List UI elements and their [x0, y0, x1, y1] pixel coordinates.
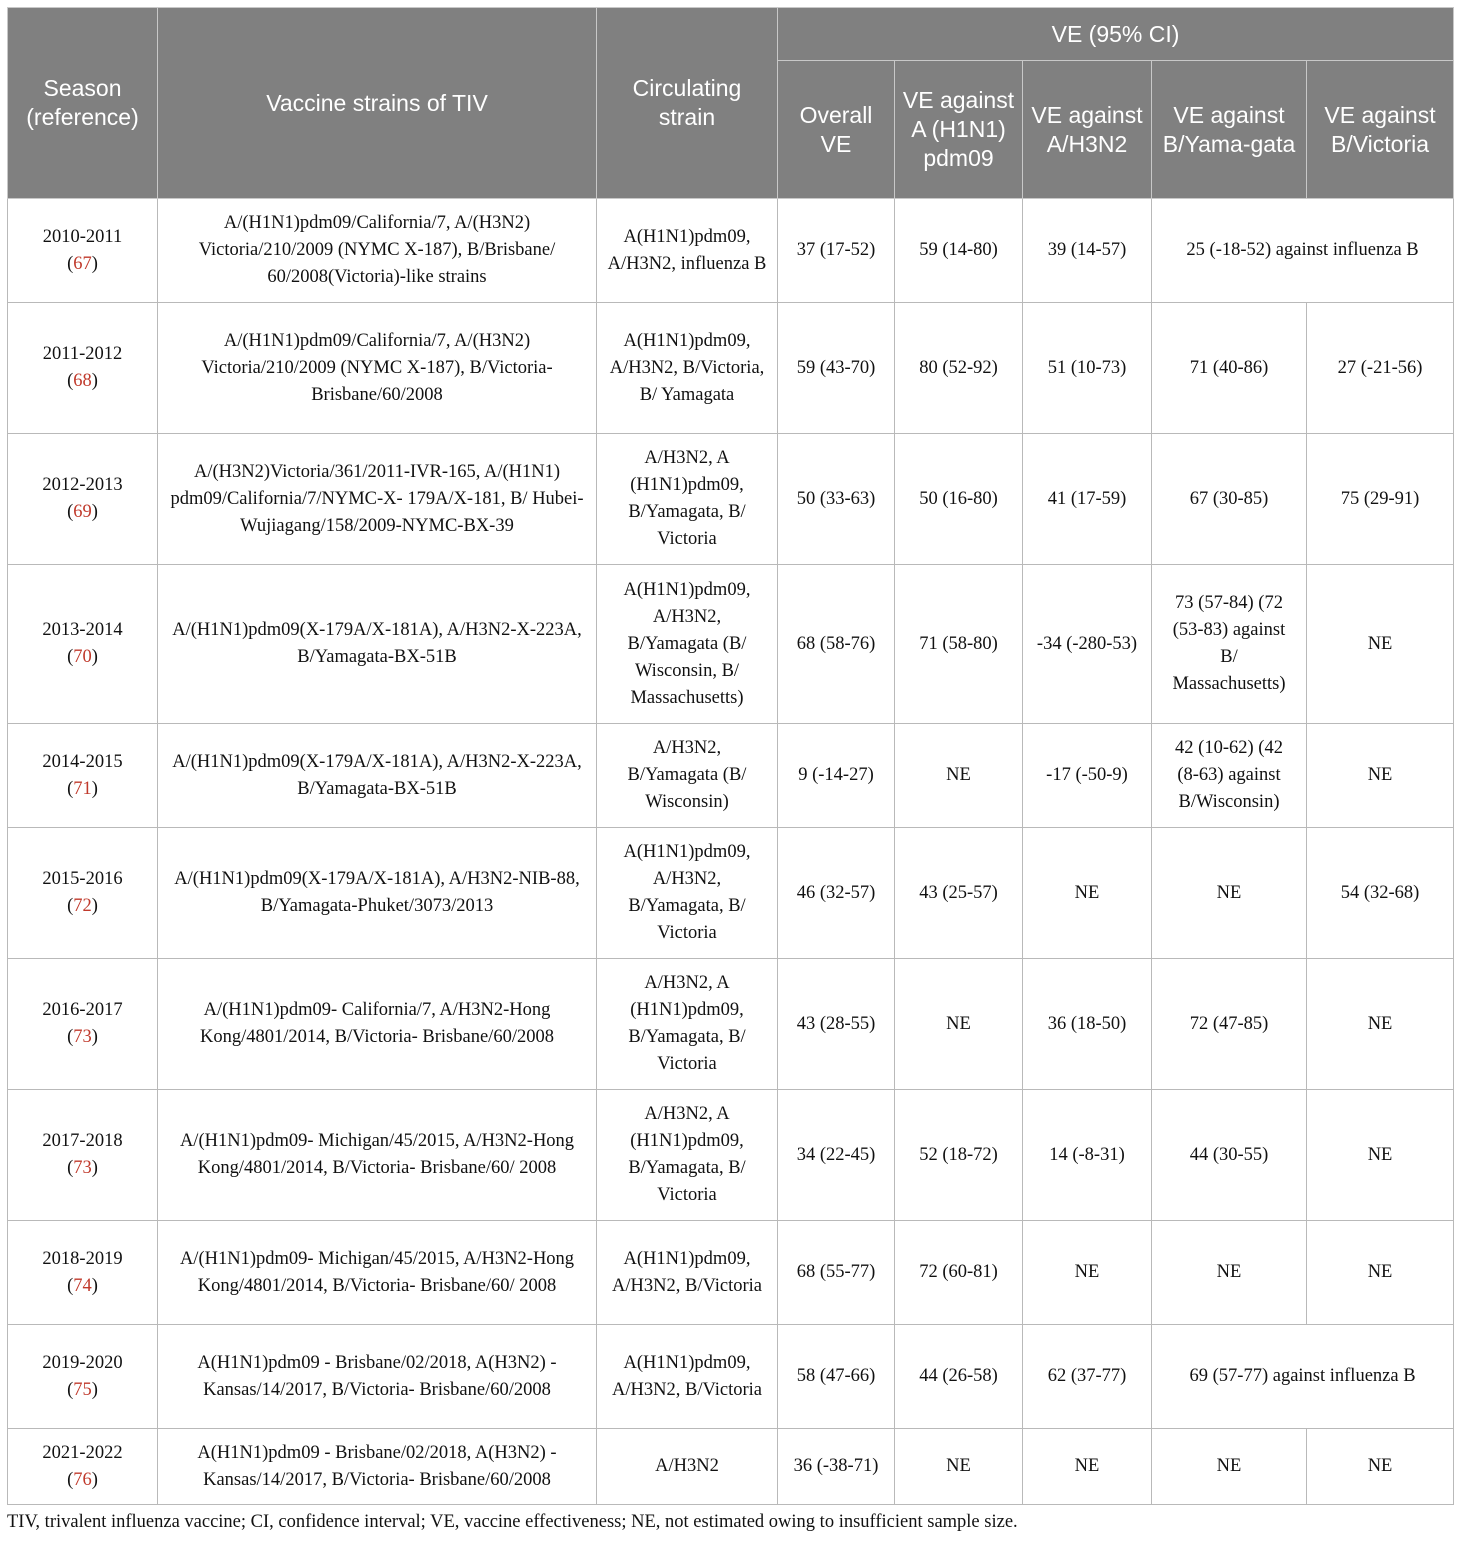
yamagata-ve-cell: 73 (57-84) (72 (53-83) against B/ Massachusetts): [1152, 565, 1307, 724]
circulating-cell: A/H3N2, A (H1N1)pdm09, B/Yamagata, B/ Victoria: [597, 1090, 778, 1221]
table-row: [8, 1429, 1454, 1505]
h3n2-ve-cell: NE: [1023, 1429, 1152, 1505]
overall-ve-cell: 36 (-38-71): [778, 1429, 895, 1505]
yamagata-ve-cell: NE: [1152, 828, 1307, 959]
overall-ve-cell: 43 (28-55): [778, 959, 895, 1090]
h3n2-ve-cell: 36 (18-50): [1023, 959, 1152, 1090]
h1n1-ve-cell: NE: [895, 1429, 1023, 1505]
vaccine-cell: A/(H3N2)Victoria/361/2011-IVR-165, A/(H1N1) pdm09/California/7/NYMC-X- 179A/X-181, B/ Hubei-Wujiagang/158/2009-NYMC-BX-39: [158, 434, 597, 565]
table-row: [8, 565, 1454, 724]
reference-link[interactable]: 75: [73, 1379, 92, 1400]
h3n2-ve-cell: -17 (-50-9): [1023, 724, 1152, 828]
reference-link[interactable]: 68: [73, 371, 92, 391]
victoria-ve-cell: 54 (32-68): [1307, 828, 1454, 959]
header-vaccine-strains: Vaccine strains of TIV: [158, 8, 597, 199]
h1n1-ve-cell: 43 (25-57): [895, 828, 1023, 959]
yamagata-ve-cell: 67 (30-85): [1152, 434, 1307, 565]
table-row: [8, 828, 1454, 959]
table-row: [8, 303, 1454, 434]
h3n2-ve-cell: 62 (37-77): [1023, 1325, 1152, 1429]
table-footnote: TIV, trivalent influenza vaccine; CI, confidence interval; VE, vaccine effectiveness; NE, not estimated owing to insufficient sample size.: [7, 1512, 1018, 1532]
circulating-cell: A/H3N2, A (H1N1)pdm09, B/Yamagata, B/ Victoria: [597, 434, 778, 565]
header-ve-yamagata: VE against B/Yama-gata: [1152, 61, 1307, 199]
season-cell: 2021-2022 (76): [8, 1429, 158, 1505]
reference-link[interactable]: 74: [73, 1275, 92, 1296]
overall-ve-cell: 34 (22-45): [778, 1090, 895, 1221]
victoria-ve-cell: 27 (-21-56): [1307, 303, 1454, 434]
yamagata-ve-cell: 44 (30-55): [1152, 1090, 1307, 1221]
reference-link[interactable]: 76: [73, 1469, 92, 1490]
table-row: [8, 434, 1454, 565]
vaccine-cell: A/(H1N1)pdm09(X-179A/X-181A), A/H3N2-X-223A, B/Yamagata-BX-51B: [158, 724, 597, 828]
victoria-ve-cell: NE: [1307, 724, 1454, 828]
season-cell: 2016-2017 (73): [8, 959, 158, 1090]
table-row: [8, 1325, 1454, 1429]
overall-ve-cell: 59 (43-70): [778, 303, 895, 434]
ve-table: [7, 7, 1454, 1505]
influenza-b-ve-cell: 25 (-18-52) against influenza B: [1152, 199, 1454, 303]
header-circulating-strain: Circulating strain: [597, 8, 778, 199]
h3n2-ve-cell: 14 (-8-31): [1023, 1090, 1152, 1221]
reference-link[interactable]: 67: [73, 253, 92, 274]
header-ve-victoria: VE against B/Victoria: [1307, 61, 1454, 199]
h1n1-ve-cell: NE: [895, 959, 1023, 1090]
h1n1-ve-cell: 52 (18-72): [895, 1090, 1023, 1221]
season-cell: 2014-2015 (71): [8, 724, 158, 828]
overall-ve-cell: 58 (47-66): [778, 1325, 895, 1429]
h1n1-ve-cell: 59 (14-80): [895, 199, 1023, 303]
h3n2-ve-cell: -34 (-280-53): [1023, 565, 1152, 724]
circulating-cell: A(H1N1)pdm09, A/H3N2, B/Victoria, B/ Yamagata: [597, 303, 778, 434]
h3n2-ve-cell: 39 (14-57): [1023, 199, 1152, 303]
victoria-ve-cell: NE: [1307, 1221, 1454, 1325]
influenza-b-ve-cell: 69 (57-77) against influenza B: [1152, 1325, 1454, 1429]
header-season: Season (reference): [8, 8, 158, 199]
reference-link[interactable]: 69: [73, 502, 92, 522]
h1n1-ve-cell: 72 (60-81): [895, 1221, 1023, 1325]
yamagata-ve-cell: 71 (40-86): [1152, 303, 1307, 434]
vaccine-cell: A(H1N1)pdm09 - Brisbane/02/2018, A(H3N2) - Kansas/14/2017, B/Victoria- Brisbane/60/2008: [158, 1325, 597, 1429]
season-cell: 2019-2020 (75): [8, 1325, 158, 1429]
circulating-cell: A/H3N2, B/Yamagata (B/ Wisconsin): [597, 724, 778, 828]
circulating-cell: A/H3N2, A (H1N1)pdm09, B/Yamagata, B/ Victoria: [597, 959, 778, 1090]
h1n1-ve-cell: NE: [895, 724, 1023, 828]
vaccine-cell: A/(H1N1)pdm09- Michigan/45/2015, A/H3N2-Hong Kong/4801/2014, B/Victoria- Brisbane/60/ 2008: [158, 1090, 597, 1221]
circulating-cell: A(H1N1)pdm09, A/H3N2, B/Yamagata, B/ Victoria: [597, 828, 778, 959]
yamagata-ve-cell: NE: [1152, 1429, 1307, 1505]
table-row: [8, 724, 1454, 828]
yamagata-ve-cell: 72 (47-85): [1152, 959, 1307, 1090]
yamagata-ve-cell: NE: [1152, 1221, 1307, 1325]
overall-ve-cell: 37 (17-52): [778, 199, 895, 303]
h3n2-ve-cell: 51 (10-73): [1023, 303, 1152, 434]
table-row: [8, 1221, 1454, 1325]
vaccine-cell: A/(H1N1)pdm09(X-179A/X-181A), A/H3N2-NIB-88, B/Yamagata-Phuket/3073/2013: [158, 828, 597, 959]
victoria-ve-cell: 75 (29-91): [1307, 434, 1454, 565]
circulating-cell: A/H3N2: [597, 1429, 778, 1505]
reference-link[interactable]: 72: [73, 896, 92, 916]
h1n1-ve-cell: 71 (58-80): [895, 565, 1023, 724]
header-ve-h1n1: VE against A (H1N1) pdm09: [895, 61, 1023, 199]
victoria-ve-cell: NE: [1307, 565, 1454, 724]
h3n2-ve-cell: NE: [1023, 828, 1152, 959]
table-row: [8, 959, 1454, 1090]
vaccine-cell: A/(H1N1)pdm09/California/7, A/(H3N2) Victoria/210/2009 (NYMC X-187), B/Brisbane/ 60/2008(Victoria)-like strains: [158, 199, 597, 303]
overall-ve-cell: 9 (-14-27): [778, 724, 895, 828]
victoria-ve-cell: NE: [1307, 1090, 1454, 1221]
season-cell: 2017-2018 (73): [8, 1090, 158, 1221]
yamagata-ve-cell: 42 (10-62) (42 (8-63) against B/Wisconsin): [1152, 724, 1307, 828]
victoria-ve-cell: NE: [1307, 959, 1454, 1090]
reference-link[interactable]: 71: [73, 778, 92, 799]
vaccine-cell: A/(H1N1)pdm09- California/7, A/H3N2-Hong Kong/4801/2014, B/Victoria- Brisbane/60/2008: [158, 959, 597, 1090]
season-cell: 2018-2019 (74): [8, 1221, 158, 1325]
reference-link[interactable]: 70: [73, 647, 92, 667]
reference-link[interactable]: 73: [73, 1158, 92, 1178]
circulating-cell: A(H1N1)pdm09, A/H3N2, B/Victoria: [597, 1221, 778, 1325]
header-overall-ve: Overall VE: [778, 61, 895, 199]
vaccine-cell: A(H1N1)pdm09 - Brisbane/02/2018, A(H3N2) - Kansas/14/2017, B/Victoria- Brisbane/60/2008: [158, 1429, 597, 1505]
overall-ve-cell: 68 (58-76): [778, 565, 895, 724]
vaccine-cell: A/(H1N1)pdm09/California/7, A/(H3N2) Victoria/210/2009 (NYMC X-187), B/Victoria-Brisbane/60/2008: [158, 303, 597, 434]
vaccine-cell: A/(H1N1)pdm09- Michigan/45/2015, A/H3N2-Hong Kong/4801/2014, B/Victoria- Brisbane/60/ 2008: [158, 1221, 597, 1325]
season-cell: 2015-2016 (72): [8, 828, 158, 959]
overall-ve-cell: 68 (55-77): [778, 1221, 895, 1325]
victoria-ve-cell: NE: [1307, 1429, 1454, 1505]
season-cell: 2010-2011 (67): [8, 199, 158, 303]
h1n1-ve-cell: 50 (16-80): [895, 434, 1023, 565]
circulating-cell: A(H1N1)pdm09, A/H3N2, B/Victoria: [597, 1325, 778, 1429]
header-ve-h3n2: VE against A/H3N2: [1023, 61, 1152, 199]
vaccine-cell: A/(H1N1)pdm09(X-179A/X-181A), A/H3N2-X-223A, B/Yamagata-BX-51B: [158, 565, 597, 724]
table-row: [8, 199, 1454, 303]
table-row: [8, 1090, 1454, 1221]
season-cell: 2011-2012 (68): [8, 303, 158, 434]
season-cell: 2013-2014 (70): [8, 565, 158, 724]
overall-ve-cell: 50 (33-63): [778, 434, 895, 565]
h3n2-ve-cell: 41 (17-59): [1023, 434, 1152, 565]
reference-link[interactable]: 73: [73, 1027, 92, 1047]
h1n1-ve-cell: 80 (52-92): [895, 303, 1023, 434]
header-ve-group: VE (95% CI): [778, 8, 1454, 61]
h3n2-ve-cell: NE: [1023, 1221, 1152, 1325]
circulating-cell: A(H1N1)pdm09, A/H3N2, B/Yamagata (B/ Wisconsin, B/ Massachusetts): [597, 565, 778, 724]
season-cell: 2012-2013 (69): [8, 434, 158, 565]
h1n1-ve-cell: 44 (26-58): [895, 1325, 1023, 1429]
circulating-cell: A(H1N1)pdm09, A/H3N2, influenza B: [597, 199, 778, 303]
overall-ve-cell: 46 (32-57): [778, 828, 895, 959]
